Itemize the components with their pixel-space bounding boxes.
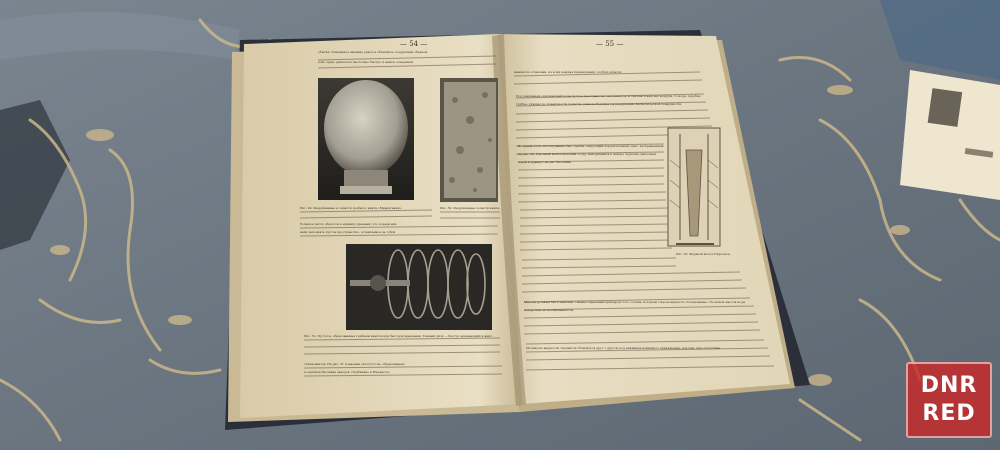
dnr-red-watermark <box>906 362 992 438</box>
right-page-paragraph-3: Многие должны быть знакомы с менее серьезным примером того толчка, которым сопровождается столкновение с большой массой воды вследствие ее несжимаемости. <box>524 300 746 312</box>
left-page-header-line-2: ком; судно двигалось настолько быстро и винты совершали <box>318 60 414 64</box>
figure-30-photo <box>440 78 498 202</box>
left-page-number: — 54 — <box>400 40 428 48</box>
figure-32-diagram <box>668 128 720 246</box>
figure-31-photo <box>346 244 492 330</box>
figure-32-caption: Рис. 32. Водяной молот Парсонса. <box>676 252 731 256</box>
right-page-number: — 55 — <box>596 40 624 48</box>
left-page-header-line: убытки. Описанное явление удалось объяснить следующим образом <box>318 50 428 54</box>
right-page-paragraph-2: Во время этого исследования был сделан следующий поразительный опыт, изображенный на рис. 32. Прочный металлический сосуд, находящийся в центре чертежа, наполнен водой и вдвинут на дно бассейна. <box>518 144 664 164</box>
figure-29-photo <box>318 78 414 200</box>
watermark-line-2: RED <box>922 401 976 426</box>
left-page-mid-line-1: большое число оборотов в единицу времени, что позади них <box>300 222 397 226</box>
right-page-paragraph-1: Под давлением окружающей воды пустое пространство заполняется, и так как в нем нет воздуха, то вода, подобно трубке, ударяет по поверхности лопасти; этим и объясняется разрушение металлической поверхности. <box>516 94 701 106</box>
left-page-mid-line-2: вали заполнять пустое пространство, оставляемое за собой <box>300 230 396 234</box>
figure-29-caption: Рис. 29. Разрушенные в лопасти гребного винта «Мавритания». <box>300 206 403 210</box>
right-page-top-line: жении их остановки, из коих каждая принадлежит особой лопасти <box>514 70 622 74</box>
figure-30-caption: Рис. 30. Разрушенные лопасти винта. <box>440 206 500 210</box>
background-paper-sheet <box>900 70 1000 200</box>
left-page-bottom-line-1: стями винтов. На рис. 31 показаны эти пустоты, образованные <box>304 362 405 366</box>
right-page-bottom-line: Молекулы жидкости стремятся сблизиться друг с другом под влиянием взаимного притяжения, поэтому при отсутствии <box>526 346 721 350</box>
left-page-bottom-line-2: в опытном бассейне заводов «Турбиния» в Ньюкасле; <box>304 370 390 374</box>
watermark-line-1: DNR <box>920 373 978 398</box>
figure-31-caption: Рис. 31. Пустоты, образованные гребным винтом при быстром вращении. Темный диск — быстро вращающийся винт. <box>304 334 493 338</box>
